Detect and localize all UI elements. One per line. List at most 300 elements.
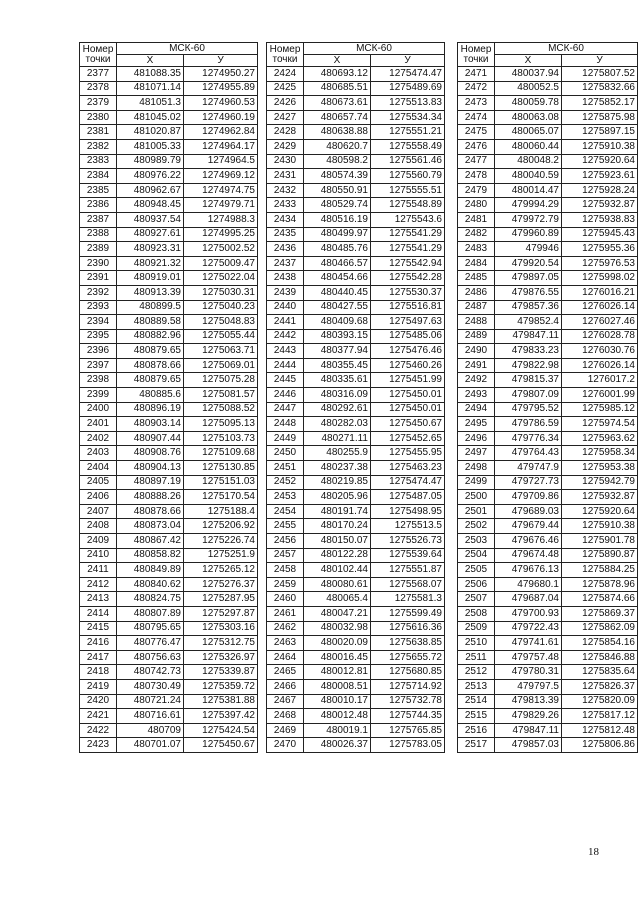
y-coordinate-cell: 1276026.14 <box>562 358 638 373</box>
point-number-cell: 2501 <box>458 504 495 519</box>
table-row <box>458 329 638 344</box>
y-coordinate-cell: 1275928.24 <box>562 183 638 198</box>
point-number-cell: 2486 <box>458 285 495 300</box>
x-coordinate-cell: 480879.65 <box>117 373 184 388</box>
table-row <box>458 738 638 753</box>
point-number-cell: 2511 <box>458 650 495 665</box>
table-row <box>267 679 445 694</box>
point-number-cell: 2420 <box>80 694 117 709</box>
point-number-cell: 2463 <box>267 636 304 651</box>
point-number-cell: 2396 <box>80 344 117 359</box>
y-coordinate-cell: 1275513.83 <box>371 96 445 111</box>
x-coordinate-cell: 479687.04 <box>495 592 562 607</box>
x-coordinate-cell: 480897.19 <box>117 475 184 490</box>
x-coordinate-cell: 480927.61 <box>117 227 184 242</box>
y-coordinate-cell: 1275910.38 <box>562 139 638 154</box>
x-coordinate-cell: 479994.29 <box>495 198 562 213</box>
point-number-cell: 2502 <box>458 519 495 534</box>
point-number-cell: 2425 <box>267 81 304 96</box>
point-number-cell: 2380 <box>80 110 117 125</box>
point-number-header: Номер точки <box>458 43 495 67</box>
coordinate-system-header: МСК-60 <box>495 43 638 55</box>
point-number-cell: 2438 <box>267 271 304 286</box>
table-row <box>80 315 258 330</box>
x-coordinate-cell: 480037.94 <box>495 67 562 82</box>
point-number-cell: 2489 <box>458 329 495 344</box>
x-coordinate-cell: 479807.09 <box>495 388 562 403</box>
point-number-cell: 2475 <box>458 125 495 140</box>
page-number: 18 <box>588 846 599 858</box>
point-number-cell: 2464 <box>267 650 304 665</box>
y-coordinate-cell: 1275551.87 <box>371 563 445 578</box>
table-row <box>267 212 445 227</box>
point-number-cell: 2410 <box>80 548 117 563</box>
table-row <box>80 519 258 534</box>
table-row <box>267 402 445 417</box>
y-coordinate-cell: 1275397.42 <box>184 709 258 724</box>
table-row <box>458 300 638 315</box>
y-coordinate-cell: 1275890.87 <box>562 548 638 563</box>
table-row <box>80 212 258 227</box>
table-row <box>267 738 445 753</box>
x-coordinate-cell: 480048.2 <box>495 154 562 169</box>
point-number-cell: 2377 <box>80 67 117 82</box>
x-coordinate-cell: 479847.11 <box>495 329 562 344</box>
x-coordinate-cell: 479960.89 <box>495 227 562 242</box>
y-coordinate-cell: 1275555.51 <box>371 183 445 198</box>
point-number-cell: 2393 <box>80 300 117 315</box>
point-number-cell: 2443 <box>267 344 304 359</box>
x-coordinate-cell: 480693.12 <box>304 67 371 82</box>
x-coordinate-cell: 480059.78 <box>495 96 562 111</box>
point-number-cell: 2416 <box>80 636 117 651</box>
y-coordinate-cell: 1275852.17 <box>562 96 638 111</box>
x-coordinate-cell: 480896.19 <box>117 402 184 417</box>
table-row <box>267 96 445 111</box>
y-coordinate-cell: 1275452.65 <box>371 431 445 446</box>
y-coordinate-cell: 1275568.07 <box>371 577 445 592</box>
x-header: X <box>304 55 371 67</box>
x-coordinate-cell: 480485.76 <box>304 242 371 257</box>
table-row <box>267 636 445 651</box>
y-coordinate-cell: 1276001.99 <box>562 388 638 403</box>
x-coordinate-cell: 480948.45 <box>117 198 184 213</box>
x-coordinate-cell: 480904.13 <box>117 461 184 476</box>
x-coordinate-cell: 480010.17 <box>304 694 371 709</box>
table-row <box>80 402 258 417</box>
x-coordinate-cell: 479776.34 <box>495 431 562 446</box>
table-row <box>80 271 258 286</box>
x-coordinate-cell: 480685.51 <box>304 81 371 96</box>
y-coordinate-cell: 1275460.26 <box>371 358 445 373</box>
x-coordinate-cell: 480063.08 <box>495 110 562 125</box>
point-number-cell: 2442 <box>267 329 304 344</box>
y-coordinate-cell: 1275424.54 <box>184 723 258 738</box>
table-row <box>458 344 638 359</box>
x-coordinate-cell: 480316.09 <box>304 388 371 403</box>
table-row <box>458 504 638 519</box>
y-coordinate-cell: 1275732.78 <box>371 694 445 709</box>
x-coordinate-cell: 480824.75 <box>117 592 184 607</box>
y-coordinate-cell: 1275497.63 <box>371 315 445 330</box>
table-row <box>267 242 445 257</box>
x-coordinate-cell: 480913.39 <box>117 285 184 300</box>
y-coordinate-cell: 1275451.99 <box>371 373 445 388</box>
y-coordinate-cell: 1275030.31 <box>184 285 258 300</box>
table-row <box>80 110 258 125</box>
point-number-cell: 2456 <box>267 534 304 549</box>
point-number-cell: 2498 <box>458 461 495 476</box>
y-coordinate-cell: 1275450.67 <box>371 417 445 432</box>
y-coordinate-cell: 1275359.72 <box>184 679 258 694</box>
table-row <box>267 417 445 432</box>
table-row <box>80 665 258 680</box>
point-number-cell: 2490 <box>458 344 495 359</box>
y-coordinate-cell: 1275339.87 <box>184 665 258 680</box>
x-coordinate-cell: 479727.73 <box>495 475 562 490</box>
table-row <box>267 227 445 242</box>
x-coordinate-cell: 481045.02 <box>117 110 184 125</box>
point-number-cell: 2379 <box>80 96 117 111</box>
y-coordinate-cell: 1275130.85 <box>184 461 258 476</box>
table-row <box>458 169 638 184</box>
table-row <box>458 285 638 300</box>
x-coordinate-cell: 480466.57 <box>304 256 371 271</box>
y-coordinate-cell: 1275551.21 <box>371 125 445 140</box>
table-row <box>267 577 445 592</box>
x-coordinate-cell: 480858.82 <box>117 548 184 563</box>
point-number-cell: 2488 <box>458 315 495 330</box>
point-number-cell: 2453 <box>267 490 304 505</box>
table-row <box>458 139 638 154</box>
x-coordinate-cell: 480440.45 <box>304 285 371 300</box>
table-row <box>267 621 445 636</box>
table-row <box>267 446 445 461</box>
table-row <box>267 519 445 534</box>
y-coordinate-cell: 1275817.12 <box>562 709 638 724</box>
y-coordinate-cell: 1275474.47 <box>371 475 445 490</box>
y-coordinate-cell: 1275297.87 <box>184 606 258 621</box>
y-coordinate-cell: 1275206.92 <box>184 519 258 534</box>
x-coordinate-cell: 479786.59 <box>495 417 562 432</box>
x-coordinate-cell: 479722.43 <box>495 621 562 636</box>
x-coordinate-cell: 480885.6 <box>117 388 184 403</box>
x-coordinate-cell: 480102.44 <box>304 563 371 578</box>
point-number-cell: 2427 <box>267 110 304 125</box>
y-coordinate-cell: 1275151.03 <box>184 475 258 490</box>
y-coordinate-cell: 1275923.61 <box>562 169 638 184</box>
point-number-cell: 2500 <box>458 490 495 505</box>
table-row <box>267 388 445 403</box>
x-coordinate-cell: 480032.98 <box>304 621 371 636</box>
x-coordinate-cell: 479876.55 <box>495 285 562 300</box>
x-coordinate-cell: 480205.96 <box>304 490 371 505</box>
y-coordinate-cell: 1275276.37 <box>184 577 258 592</box>
point-number-cell: 2461 <box>267 606 304 621</box>
x-coordinate-cell: 479679.44 <box>495 519 562 534</box>
y-coordinate-cell: 1275963.62 <box>562 431 638 446</box>
y-coordinate-cell: 1275455.95 <box>371 446 445 461</box>
x-coordinate-cell: 479813.39 <box>495 694 562 709</box>
x-coordinate-cell: 481005.33 <box>117 139 184 154</box>
y-coordinate-cell: 1275783.05 <box>371 738 445 753</box>
y-coordinate-cell: 1275932.87 <box>562 198 638 213</box>
x-coordinate-cell: 479946 <box>495 242 562 257</box>
x-coordinate-cell: 481051.3 <box>117 96 184 111</box>
table-row <box>458 227 638 242</box>
point-number-cell: 2439 <box>267 285 304 300</box>
point-number-cell: 2419 <box>80 679 117 694</box>
point-number-cell: 2462 <box>267 621 304 636</box>
y-coordinate-cell: 1275542.94 <box>371 256 445 271</box>
x-coordinate-cell: 479674.48 <box>495 548 562 563</box>
table-row <box>458 315 638 330</box>
y-coordinate-cell: 1275226.74 <box>184 534 258 549</box>
point-number-cell: 2422 <box>80 723 117 738</box>
point-number-cell: 2479 <box>458 183 495 198</box>
y-coordinate-cell: 1275048.83 <box>184 315 258 330</box>
y-coordinate-cell: 1275680.85 <box>371 665 445 680</box>
y-coordinate-cell: 1275009.47 <box>184 256 258 271</box>
point-number-cell: 2476 <box>458 139 495 154</box>
table-row <box>458 475 638 490</box>
x-coordinate-cell: 481088.35 <box>117 67 184 82</box>
y-coordinate-cell: 1275381.88 <box>184 694 258 709</box>
x-coordinate-cell: 480122.28 <box>304 548 371 563</box>
point-number-cell: 2514 <box>458 694 495 709</box>
point-number-cell: 2508 <box>458 606 495 621</box>
y-coordinate-cell: 1275543.6 <box>371 212 445 227</box>
y-coordinate-cell: 1275487.05 <box>371 490 445 505</box>
table-row <box>80 67 258 82</box>
x-coordinate-cell: 480012.81 <box>304 665 371 680</box>
table-row <box>458 125 638 140</box>
table-row <box>458 417 638 432</box>
table-row <box>458 534 638 549</box>
table-row <box>458 96 638 111</box>
point-number-cell: 2484 <box>458 256 495 271</box>
x-coordinate-cell: 480673.61 <box>304 96 371 111</box>
point-number-cell: 2457 <box>267 548 304 563</box>
table-row <box>80 242 258 257</box>
y-coordinate-cell: 1275581.3 <box>371 592 445 607</box>
y-coordinate-cell: 1275599.49 <box>371 606 445 621</box>
table-row <box>458 636 638 651</box>
point-number-cell: 2397 <box>80 358 117 373</box>
y-coordinate-cell: 1276028.78 <box>562 329 638 344</box>
table-row <box>458 519 638 534</box>
point-number-cell: 2390 <box>80 256 117 271</box>
y-coordinate-cell: 1275878.96 <box>562 577 638 592</box>
point-number-cell: 2452 <box>267 475 304 490</box>
y-coordinate-cell: 1274974.75 <box>184 183 258 198</box>
point-number-cell: 2417 <box>80 650 117 665</box>
y-coordinate-cell: 1275714.92 <box>371 679 445 694</box>
y-coordinate-cell: 1275812.48 <box>562 723 638 738</box>
point-number-cell: 2470 <box>267 738 304 753</box>
table-row <box>267 592 445 607</box>
point-number-cell: 2491 <box>458 358 495 373</box>
point-number-cell: 2424 <box>267 67 304 82</box>
x-coordinate-cell: 480721.24 <box>117 694 184 709</box>
table-row <box>80 636 258 651</box>
y-coordinate-cell: 1274960.19 <box>184 110 258 125</box>
point-number-cell: 2409 <box>80 534 117 549</box>
y-coordinate-cell: 1275938.83 <box>562 212 638 227</box>
y-coordinate-cell: 1275910.38 <box>562 519 638 534</box>
x-coordinate-cell: 479747.9 <box>495 461 562 476</box>
x-coordinate-cell: 479676.46 <box>495 534 562 549</box>
table-row <box>267 139 445 154</box>
x-coordinate-cell: 480550.91 <box>304 183 371 198</box>
x-coordinate-cell: 480937.54 <box>117 212 184 227</box>
y-coordinate-cell: 1275513.5 <box>371 519 445 534</box>
y-coordinate-cell: 1275326.97 <box>184 650 258 665</box>
table-row <box>458 650 638 665</box>
point-number-cell: 2394 <box>80 315 117 330</box>
point-number-cell: 2412 <box>80 577 117 592</box>
point-number-cell: 2466 <box>267 679 304 694</box>
point-number-cell: 2437 <box>267 256 304 271</box>
y-coordinate-cell: 1275022.04 <box>184 271 258 286</box>
x-coordinate-cell: 480499.97 <box>304 227 371 242</box>
x-coordinate-cell: 479757.48 <box>495 650 562 665</box>
x-coordinate-cell: 479829.26 <box>495 709 562 724</box>
point-number-header: Номер точки <box>80 43 117 67</box>
x-coordinate-cell: 480409.68 <box>304 315 371 330</box>
table-row <box>80 548 258 563</box>
point-number-cell: 2482 <box>458 227 495 242</box>
x-coordinate-cell: 480730.49 <box>117 679 184 694</box>
point-number-cell: 2467 <box>267 694 304 709</box>
y-coordinate-cell: 1274995.25 <box>184 227 258 242</box>
point-number-cell: 2407 <box>80 504 117 519</box>
table-row <box>267 723 445 738</box>
table-row <box>458 358 638 373</box>
point-number-cell: 2385 <box>80 183 117 198</box>
y-coordinate-cell: 1274988.3 <box>184 212 258 227</box>
x-header: X <box>117 55 184 67</box>
y-coordinate-cell: 1275103.73 <box>184 431 258 446</box>
y-coordinate-cell: 1275862.09 <box>562 621 638 636</box>
x-coordinate-cell: 480060.44 <box>495 139 562 154</box>
y-coordinate-cell: 1275075.28 <box>184 373 258 388</box>
table-row <box>80 592 258 607</box>
y-coordinate-cell: 1275985.12 <box>562 402 638 417</box>
x-coordinate-cell: 479857.03 <box>495 738 562 753</box>
point-number-cell: 2513 <box>458 679 495 694</box>
x-coordinate-cell: 480454.66 <box>304 271 371 286</box>
x-coordinate-cell: 479857.36 <box>495 300 562 315</box>
point-number-cell: 2418 <box>80 665 117 680</box>
y-header: У <box>562 55 638 67</box>
y-coordinate-cell: 1275655.72 <box>371 650 445 665</box>
table-row <box>267 534 445 549</box>
x-coordinate-cell: 479815.37 <box>495 373 562 388</box>
x-coordinate-cell: 479920.54 <box>495 256 562 271</box>
y-coordinate-cell: 1275560.79 <box>371 169 445 184</box>
point-number-cell: 2434 <box>267 212 304 227</box>
x-coordinate-cell: 480012.48 <box>304 709 371 724</box>
point-number-cell: 2435 <box>267 227 304 242</box>
x-coordinate-cell: 480976.22 <box>117 169 184 184</box>
table-row <box>80 446 258 461</box>
y-coordinate-cell: 1275869.37 <box>562 606 638 621</box>
y-coordinate-cell: 1275534.34 <box>371 110 445 125</box>
x-coordinate-cell: 479689.03 <box>495 504 562 519</box>
x-coordinate-cell: 480065.4 <box>304 592 371 607</box>
x-coordinate-cell: 480170.24 <box>304 519 371 534</box>
x-coordinate-cell: 480047.21 <box>304 606 371 621</box>
point-number-cell: 2392 <box>80 285 117 300</box>
table-row <box>80 738 258 753</box>
x-coordinate-cell: 479764.43 <box>495 446 562 461</box>
point-number-cell: 2389 <box>80 242 117 257</box>
y-coordinate-cell: 1275063.71 <box>184 344 258 359</box>
point-number-cell: 2506 <box>458 577 495 592</box>
table-row <box>267 563 445 578</box>
point-number-cell: 2445 <box>267 373 304 388</box>
point-number-cell: 2384 <box>80 169 117 184</box>
x-coordinate-cell: 479680.1 <box>495 577 562 592</box>
y-coordinate-cell: 1275920.64 <box>562 504 638 519</box>
table-row <box>458 679 638 694</box>
table-row <box>458 694 638 709</box>
x-coordinate-cell: 480638.88 <box>304 125 371 140</box>
y-coordinate-cell: 1275530.37 <box>371 285 445 300</box>
table-row <box>267 125 445 140</box>
y-coordinate-cell: 1274962.84 <box>184 125 258 140</box>
table-row <box>267 67 445 82</box>
point-number-cell: 2449 <box>267 431 304 446</box>
point-number-cell: 2399 <box>80 388 117 403</box>
x-coordinate-cell: 480040.59 <box>495 169 562 184</box>
point-number-cell: 2455 <box>267 519 304 534</box>
table-row <box>80 256 258 271</box>
x-coordinate-cell: 480377.94 <box>304 344 371 359</box>
point-number-cell: 2517 <box>458 738 495 753</box>
table-row <box>267 504 445 519</box>
point-number-header: Номер точки <box>267 43 304 67</box>
point-number-cell: 2405 <box>80 475 117 490</box>
x-coordinate-cell: 479972.79 <box>495 212 562 227</box>
point-number-cell: 2381 <box>80 125 117 140</box>
coordinate-system-header: МСК-60 <box>117 43 258 55</box>
point-number-cell: 2406 <box>80 490 117 505</box>
table-row <box>458 198 638 213</box>
y-coordinate-cell: 1275541.29 <box>371 227 445 242</box>
point-number-cell: 2440 <box>267 300 304 315</box>
y-coordinate-cell: 1276016.21 <box>562 285 638 300</box>
table-row <box>267 461 445 476</box>
y-coordinate-cell: 1274979.71 <box>184 198 258 213</box>
point-number-cell: 2441 <box>267 315 304 330</box>
point-number-cell: 2458 <box>267 563 304 578</box>
table-row <box>267 300 445 315</box>
y-coordinate-cell: 1275287.95 <box>184 592 258 607</box>
x-coordinate-cell: 480019.1 <box>304 723 371 738</box>
point-number-cell: 2404 <box>80 461 117 476</box>
x-coordinate-cell: 480427.55 <box>304 300 371 315</box>
table-row <box>458 723 638 738</box>
point-number-cell: 2433 <box>267 198 304 213</box>
coordinate-system-header: МСК-60 <box>304 43 445 55</box>
table-row <box>458 81 638 96</box>
x-coordinate-cell: 481020.87 <box>117 125 184 140</box>
y-coordinate-cell: 1275638.85 <box>371 636 445 651</box>
point-number-cell: 2408 <box>80 519 117 534</box>
table-row <box>80 154 258 169</box>
